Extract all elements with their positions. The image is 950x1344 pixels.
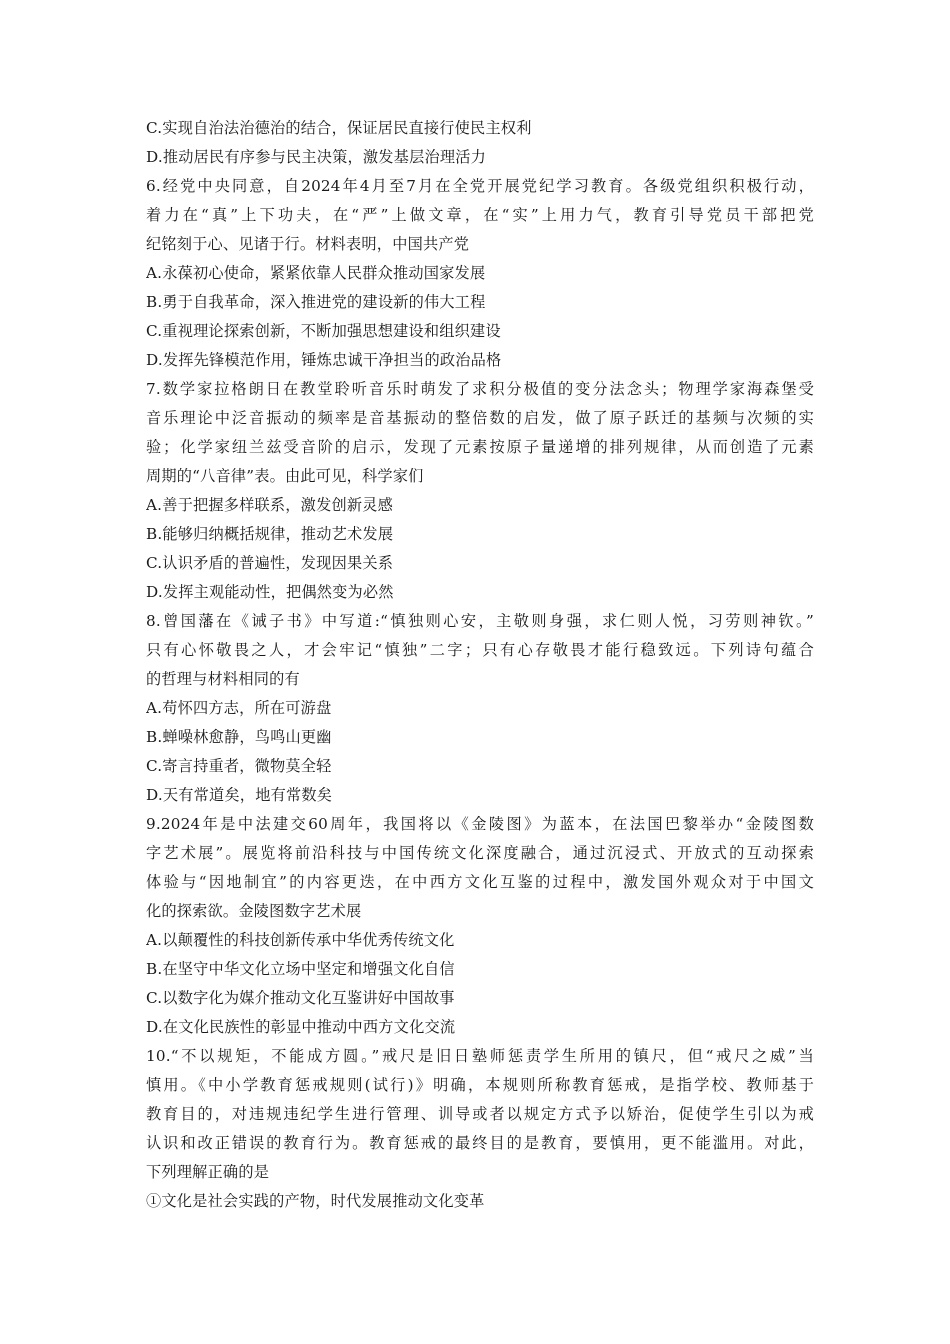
question-9-stem: 化的探索欲。金陵图数字艺术展 bbox=[146, 902, 362, 920]
option-9d: D.在文化民族性的彰显中推动中西方文化交流 bbox=[146, 1018, 456, 1036]
option-8d: D.天有常道矣，地有常数矣 bbox=[146, 786, 333, 804]
question-7-stem: 7.数学家拉格朗日在教堂聆听音乐时萌发了求积分极值的变分法念头；物理学家海森堡受 bbox=[146, 380, 814, 398]
question-9-stem: 字艺术展”。展览将前沿科技与中国传统文化深度融合，通过沉浸式、开放式的互动探索 bbox=[146, 844, 814, 862]
option-5c: C.实现自治法治德治的结合，保证居民直接行使民主权利 bbox=[146, 119, 532, 137]
question-6-stem: 着力在“真”上下功夫，在“严”上做文章，在“实”上用力气，教育引导党员干部把党 bbox=[146, 206, 814, 224]
option-7d: D.发挥主观能动性，把偶然变为必然 bbox=[146, 583, 394, 601]
option-6d: D.发挥先锋模范作用，锤炼忠诚干净担当的政治品格 bbox=[146, 351, 502, 369]
option-5d: D.推动居民有序参与民主决策，激发基层治理活力 bbox=[146, 148, 486, 166]
option-7c: C.认识矛盾的普遍性，发现因果关系 bbox=[146, 554, 394, 572]
question-6-stem: 纪铭刻于心、见诸于行。材料表明，中国共产党 bbox=[146, 235, 470, 253]
document-page bbox=[146, 114, 814, 1216]
option-7a: A.善于把握多样联系，激发创新灵感 bbox=[146, 496, 394, 514]
option-6a: A.永葆初心使命，紧紧依靠人民群众推动国家发展 bbox=[146, 264, 486, 282]
option-9a: A.以颠覆性的科技创新传承中华优秀传统文化 bbox=[146, 931, 455, 949]
question-10-stem: 认识和改正错误的教育行为。教育惩戒的最终目的是教育，要慎用，更不能滥用。对此， bbox=[146, 1134, 814, 1152]
question-8-stem: 只有心怀敬畏之人，才会牢记“慎独”二字；只有心存敬畏才能行稳致远。下列诗句蕴合 bbox=[146, 641, 814, 659]
question-10-stem: 慎用。《中小学教育惩戒规则(试行)》明确，本规则所称教育惩戒，是指学校、教师基于 bbox=[146, 1076, 814, 1094]
option-8b: B.蝉噪林愈静，鸟鸣山更幽 bbox=[146, 728, 332, 746]
option-6b: B.勇于自我革命，深入推进党的建设新的伟大工程 bbox=[146, 293, 486, 311]
question-7-stem: 周期的“八音律”表。由此可见，科学家们 bbox=[146, 467, 424, 485]
question-7-stem: 验；化学家纽兰兹受音阶的启示，发现了元素按原子量递增的排列规律，从而创造了元素 bbox=[146, 438, 814, 456]
option-9c: C.以数字化为媒介推动文化互鉴讲好中国故事 bbox=[146, 989, 455, 1007]
question-7-stem: 音乐理论中泛音振动的频率是音基振动的整倍数的启发，做了原子跃迁的基频与次频的实 bbox=[146, 409, 814, 427]
question-6-stem: 6.经党中央同意，自2024年4月至7月在全党开展党纪学习教育。各级党组织积极行动， bbox=[146, 177, 814, 195]
question-9-stem: 9.2024年是中法建交60周年，我国将以《金陵图》为蓝本，在法国巴黎举办“金陵图数 bbox=[146, 815, 814, 833]
option-8c: C.寄言持重者，微物莫全轻 bbox=[146, 757, 332, 775]
question-8-stem: 的哲理与材料相同的有 bbox=[146, 670, 300, 688]
option-8a: A.苟怀四方志，所在可游盘 bbox=[146, 699, 332, 717]
question-9-stem: 体验与“因地制宜”的内容更迭，在中西方文化互鉴的过程中，激发国外观众对于中国文 bbox=[146, 873, 814, 891]
question-10-stem: 下列理解正确的是 bbox=[146, 1163, 270, 1181]
question-8-stem: 8.曾国藩在《诫子书》中写道:“慎独则心安，主敬则身强，求仁则人悦，习劳则神钦。” bbox=[146, 612, 814, 630]
option-6c: C.重视理论探索创新，不断加强思想建设和组织建设 bbox=[146, 322, 501, 340]
option-9b: B.在坚守中华文化立场中坚定和增强文化自信 bbox=[146, 960, 455, 978]
option-7b: B.能够归纳概括规律，推动艺术发展 bbox=[146, 525, 394, 543]
question-10-stem: 10.“不以规矩，不能成方圆。”戒尺是旧日塾师惩责学生所用的镇尺，但“戒尺之威”当 bbox=[146, 1047, 814, 1065]
question-10-stem: 教育目的，对违规违纪学生进行管理、训导或者以规定方式予以矫治，促使学生引以为戒 bbox=[146, 1105, 814, 1123]
statement-10-1: ①文化是社会实践的产物，时代发展推动文化变革 bbox=[146, 1192, 485, 1210]
